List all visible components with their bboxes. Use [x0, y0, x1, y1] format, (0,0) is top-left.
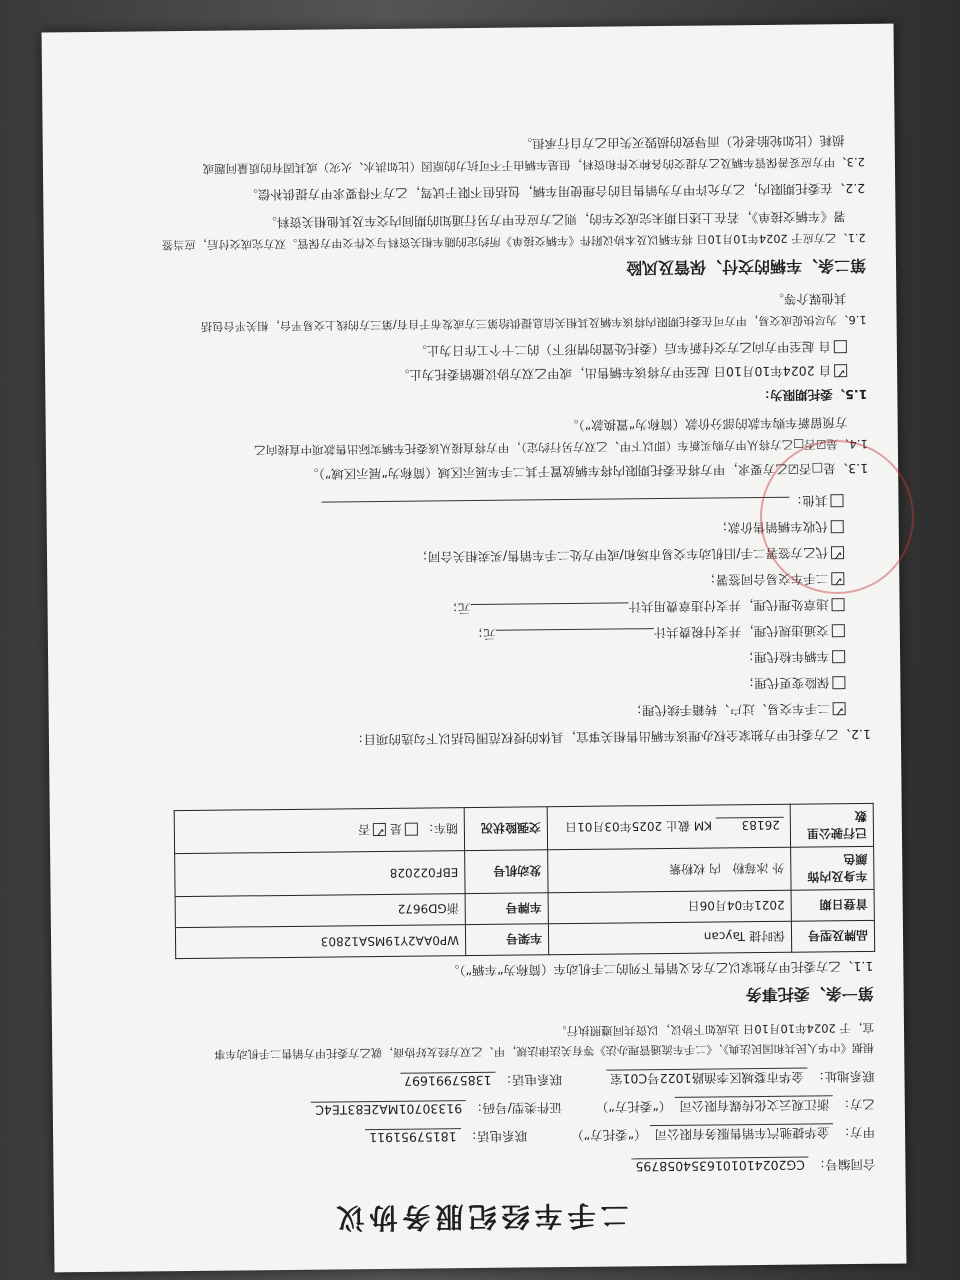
- option-label: 二手车交易合同签署；: [703, 571, 829, 588]
- option-item: [742, 648, 846, 667]
- option-checkbox[interactable]: [831, 598, 844, 611]
- color-exterior: 外 冰莓粉: [732, 861, 785, 876]
- contract-paper: [42, 24, 907, 1273]
- term-option-b-label: 自 起至甲方向乙方交付新车后（委托处置的情形下）的二十个工作日为止。: [414, 339, 831, 359]
- option-item: [471, 622, 845, 644]
- mileage-value-cell: [547, 804, 790, 850]
- clause-1-4-line-2: 方预留新车购车款的部分价款（简称为“置换款”）。: [565, 415, 848, 434]
- contact-phone: 13857991697: [400, 1072, 496, 1089]
- option-other-blank: [322, 497, 790, 503]
- engine-value: EBF022028: [175, 851, 465, 897]
- insurance-value: 随车：: [421, 821, 458, 837]
- term-option-b-checkbox[interactable]: [834, 340, 847, 353]
- color-interior: 内 枚粉紫: [669, 861, 722, 877]
- clause-1-2: 1.2、乙方委托甲方独家全权办理该车辆出售相关事宜，具体的授权范围包括以下勾选的项目：: [350, 726, 872, 748]
- reg-date-label: 首登日期: [791, 889, 874, 921]
- option-label: 违章处理代理，并支付违章费用共计: [628, 597, 829, 615]
- clause-2-3-line-2: 损耗（比如轮胎老化）而导致的损毁灭失由乙方自行承担。: [519, 133, 845, 152]
- section-2-title: 第二条、车辆的交付、保管及风险: [625, 255, 867, 278]
- option-amount-blank: [496, 628, 654, 631]
- option-unit: 元；: [470, 626, 496, 643]
- plate-value: 浙GD9672: [175, 894, 465, 928]
- vin-label: 车架号: [465, 924, 548, 956]
- reg-date-value: 2021年04月06日: [548, 890, 791, 924]
- option-label: 车辆年检代理；: [741, 649, 830, 666]
- table-row: [175, 846, 874, 896]
- party-b-id-label: 证件类型/号码：: [470, 1100, 562, 1117]
- vin-value: WP0AA2Y19MSA12803: [175, 925, 465, 959]
- option-checkbox[interactable]: [833, 702, 846, 715]
- contract-number-row: [631, 1156, 875, 1177]
- party-a-phone: 18157951911: [365, 1128, 461, 1145]
- mileage-date: 截止 2025年03月01日: [565, 819, 691, 835]
- option-checkbox[interactable]: [832, 624, 845, 637]
- brand-value: 保时捷 Taycan: [548, 921, 791, 955]
- insurance-label: 交强险状况: [464, 807, 547, 851]
- insurance-value-cell: [174, 808, 464, 854]
- option-label: 二手车交易、过户、转籍手续代理；: [629, 701, 830, 719]
- option-label: 保险变更代理；: [741, 675, 830, 692]
- insurance-yes-checkbox[interactable]: [405, 823, 418, 836]
- party-b-name: 浙江观云文化传媒有限公司: [675, 1095, 833, 1116]
- insurance-no-label: 否: [358, 822, 371, 837]
- preamble-line-1: 根据《中华人民共和国民法典》、《二手车流通管理办法》等有关法律法规，甲、乙双方经友好协商，就乙方委托甲方销售二手机动车事: [214, 1040, 875, 1061]
- section-1-title: 第一条、委托事务: [745, 983, 874, 1005]
- clause-1-3: 1.3、是□否☑乙方要求，甲方将在委托期限内将车辆放置于其二手车展示区域（简称为“展示区域”）。: [305, 460, 869, 482]
- color-value: [548, 847, 791, 893]
- party-b-row: [311, 1095, 875, 1120]
- contract-number: CG2024101016354058795: [631, 1157, 809, 1175]
- option-checkbox[interactable]: [832, 650, 845, 663]
- contract-number-label: 合同编号：: [812, 1156, 876, 1173]
- term-option-a-label: 自 2024年10月10日 起至甲方将该车辆售出，或甲乙双方协议撤销委托为止。: [396, 363, 832, 383]
- mileage-label: 已行驶公里数: [790, 803, 873, 847]
- address-row: [400, 1067, 875, 1091]
- clause-1-5-option-a: [397, 362, 847, 385]
- party-b-id: 91330701MA2E83TE4C: [311, 1100, 466, 1118]
- clause-1-4-line-1: 1.4、是☑否□乙方将从甲方购买新车（即以下甲、乙双方另行约定），甲方将直接从该委托车辆实际出售款项中直接向乙: [254, 436, 868, 458]
- preamble-line-2: 宜，于 2024年10月10日 达成如下协议，以资共同遵照执行。: [555, 1020, 875, 1039]
- option-label: 其他：: [789, 493, 828, 509]
- term-option-a-checkbox[interactable]: [834, 364, 847, 377]
- color-label: 车身及内饰颜色: [791, 846, 874, 890]
- option-item: [742, 674, 846, 693]
- insurance-yes-label: 是: [389, 822, 403, 837]
- mileage-value: 26183: [716, 817, 784, 833]
- table-row: [174, 803, 873, 853]
- document-title: 二手车经纪服务协议: [331, 1198, 629, 1235]
- option-label: 交通违规代理，并支付税费共计: [653, 623, 829, 641]
- party-a-label: 甲方：: [837, 1124, 876, 1141]
- clause-1-5-title: 1.5、委托期限为：: [757, 386, 868, 404]
- vehicle-info-table: [174, 803, 876, 959]
- company-seal-stamp: [760, 440, 914, 594]
- option-label: 代收车辆销售价款；: [715, 519, 828, 536]
- clause-1-5-option-b: [414, 338, 847, 361]
- option-checkbox[interactable]: [832, 676, 845, 689]
- contact-phone-label: 联系电话：: [499, 1072, 563, 1088]
- address: 金华市婺城区李渔路1022号C01室: [606, 1068, 808, 1089]
- mileage-unit: KM: [693, 819, 713, 834]
- contract-content: [42, 24, 907, 1273]
- clause-1-1: 1.1、乙方委托甲方独家以乙方名义销售下列的二手机动车（简称为“车辆”）。: [446, 958, 874, 979]
- option-label: 代乙方签署二手/旧机动车交易市场和/或甲方处二手车销售/买卖相关合同；: [415, 545, 829, 565]
- option-unit: 元；: [445, 601, 471, 617]
- clause-2-1-line-1: 2.1、乙方应于 2024年10月10日 将车辆以及本协议附件《车辆交接单》所约定的随车相关资料与文件交甲方保管。双方完成交付后，应当签: [161, 230, 866, 252]
- clause-2-1-line-2: 署《车辆交接单》，若在上述日期未完成交车的，则乙方应在甲方另行通知的期间内交车及其他相关资料。: [264, 209, 846, 231]
- option-amount-blank: [471, 602, 629, 605]
- party-a-phone-label: 联系电话：: [464, 1128, 528, 1145]
- party-a-name: 金华捷驰汽车销售服务有限公司: [650, 1123, 833, 1144]
- clause-2-2: 2.2、在委托期限内，乙方允许甲方为销售目的合理使用车辆，包括但不限于试驾，乙方不得要求甲方提供补偿。: [245, 180, 866, 203]
- clause-2-3-line-1: 2.3、甲方应妥善保管车辆及乙方提交的各种文件和资料，但是车辆由于不可抗力的原因（比如洪水、火灾）或其固有的质量问题或: [202, 154, 866, 176]
- address-label: 联系地址：: [811, 1068, 875, 1085]
- party-a-alias: （“委托方”）: [571, 1127, 647, 1144]
- party-b-label: 乙方：: [837, 1096, 875, 1113]
- plate-label: 车牌号: [465, 893, 548, 925]
- party-b-alias: （“委托方”）: [595, 1098, 672, 1115]
- engine-label: 发动机号: [465, 850, 548, 894]
- party-a-row: [365, 1123, 875, 1147]
- insurance-no-checkbox[interactable]: [373, 823, 386, 836]
- option-item: [630, 700, 846, 720]
- brand-label: 品牌及型号: [791, 920, 874, 952]
- clause-1-6-line-2: 其他媒介等。: [771, 291, 847, 307]
- option-item: [445, 596, 844, 618]
- clause-1-6-line-1: 1.6、为尽快促成交易，甲方可在委托期限内将该车辆及其相关信息提供给第三方或发布于自有/第三方的线上交易平台，相关平台包括: [200, 312, 867, 333]
